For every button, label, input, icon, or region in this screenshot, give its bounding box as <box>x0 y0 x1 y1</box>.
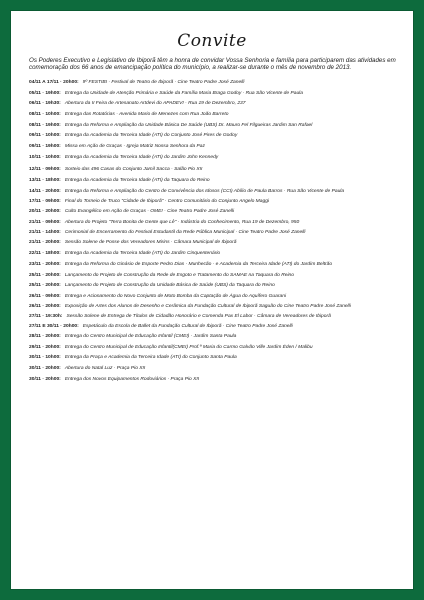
event-item <box>29 101 399 107</box>
event-description: Sessão Solene de Posse dos Vereadores Mirins · Câmara Municipal de Ibiporã <box>64 240 237 246</box>
event-item <box>29 314 399 320</box>
event-item <box>29 240 399 246</box>
event-item <box>29 262 399 268</box>
event-date: 17/11 · 09h00: <box>29 198 61 204</box>
event-item <box>29 304 399 310</box>
event-item <box>29 251 399 257</box>
event-item <box>29 366 399 372</box>
event-item <box>29 273 399 279</box>
event-date: 22/11 · 18h00: <box>29 251 61 257</box>
event-date: 27/11 E 30/11 · 20h00: <box>29 323 79 329</box>
event-description: Entrega da Academia da Terceira Idade (ATI) do Jardim Cinquentenário <box>64 251 221 257</box>
event-date: 29/11 · 20h00: <box>29 345 61 351</box>
event-date: 30/11 · 10h00: <box>29 355 61 361</box>
event-description: Cerimonial de Encerramento do Festival Estudantil da Rede Pública Municipal · Cine Teatro Padre José Zanelli <box>64 230 306 236</box>
event-date: 30/11 · 20h00: <box>29 366 61 372</box>
event-description: Exposição de Artes dos Alunos de Desenho e Cerâmica da Fundação Cultural de Ibiporã Saguão do Cine Teatro Padre José Zanelli <box>64 303 351 309</box>
event-date: 28/11 · 20h00: <box>29 334 61 340</box>
event-description: Lançamento do Projeto de Construção da Rede de Esgoto e Tratamento do SAMAE na Taquara do Reino <box>64 272 295 278</box>
event-item <box>29 144 399 150</box>
event-list <box>29 80 399 384</box>
event-item <box>29 91 399 97</box>
event-item <box>29 345 399 351</box>
event-description: Entrega da Praça e Academia da Terceira Idade (ATI) do Conjunto Santa Paula <box>64 355 237 361</box>
event-description: 9º FESTIBI · Festival de Teatro de Ibiporã · Cine Teatro Padre José Zanelli <box>82 79 245 85</box>
event-item <box>29 283 399 289</box>
event-date: 04/11 A 17/11 · 20h00: <box>29 79 79 85</box>
event-item <box>29 294 399 300</box>
event-item <box>29 189 399 195</box>
event-item <box>29 377 399 383</box>
event-item <box>29 230 399 236</box>
event-description: Abertura do Projeto "Terra Bonita de Gente que Lê" · Indústria do Conhecimento, Rua 19 de Dezembro, 950 <box>64 220 300 226</box>
event-description: Sessão Solene de Entrega de Títulos de Cidadão Honorário e Comenda Pax El Labor · Câmara de Vereadores de Ibiporã <box>66 313 331 319</box>
event-description: Lançamento do Projeto de Construção da Unidade Básica de Saúde (UBS) da Taquara do Reino <box>64 282 275 288</box>
invitation-intro: Os Poderes Executivo e Legislativo de Ibiporã têm a honra de convidar Vossa Senhoria e família para participarem das atividades em comemoração dos 66 anos de emancipação política do município, a realizar-se durante o mês de novembro de 2013. <box>29 57 396 72</box>
event-date: 23/11 · 20h00: <box>29 262 61 268</box>
event-description: Sorteio das 496 Casas do Conjunto Jamil Sacca · Salão Pio XII <box>64 166 203 172</box>
invitation-card <box>10 10 414 590</box>
event-item <box>29 209 399 215</box>
event-item <box>29 199 399 205</box>
event-description: Final do Torneio de Truco "Cidade de Ibiporã" · Centro Comunitário do Conjunto Angelo Maggi <box>64 198 270 204</box>
event-item <box>29 155 399 161</box>
event-description: Entrega da Academia da Terceira Idade (ATI) da Taquara do Reino <box>64 177 210 183</box>
event-date: 14/11 · 20h00: <box>29 188 61 194</box>
event-description: Entrega das Rotatórias · Avenida Mario de Menezes com Rua João Barreto <box>64 112 229 118</box>
event-description: Entrega dos Novos Equipamentos Rodoviários · Praça Pio XII <box>64 377 200 383</box>
event-description: Entrega da Academia da Terceira Idade (ATI) do Jardim John Kennedy <box>64 155 219 161</box>
event-item <box>29 133 399 139</box>
event-date: 08/11 · 19h00: <box>29 123 61 129</box>
event-item <box>29 220 399 226</box>
event-item <box>29 324 399 330</box>
invitation-title: Convite <box>177 31 247 51</box>
event-item <box>29 112 399 118</box>
event-date: 12/11 · 09h00: <box>29 166 61 172</box>
event-date: 10/11 · 10h00: <box>29 155 61 161</box>
event-item <box>29 167 399 173</box>
event-description: Culto Evangélico em Ação de Graças · OMEI · Cine Teatro Padre José Zanelli <box>64 208 235 214</box>
event-date: 27/11 · 19:30h: <box>29 313 63 319</box>
event-description: Entrega e Acionamento do Novo Conjunto de Moto Bomba da Captação de Água do Aquífero Guarani <box>64 293 287 299</box>
event-date: 05/11 · 19h00: <box>29 90 61 96</box>
event-date: 21/11 · 14h00: <box>29 230 61 236</box>
event-description: Abertura do Natal Luz · Praça Pio XII <box>64 366 146 372</box>
event-description: Entrega da Academia da Terceira Idade (ATI) do Conjunto José Pires de Godoy <box>64 133 238 139</box>
event-description: Entrega do Centro Municipal de Educação Infantil(CMEI) Prof.ª Maria do Carmo Galvão Ville Jardim Éden / Malibu <box>64 345 313 351</box>
event-item <box>29 80 399 86</box>
event-description: Entrega da Reforma e Ampliação da Unidade Básica De Saúde (UBS) Dr. Mauro Fel Filgueiras Jardim San Rafael <box>64 123 313 129</box>
event-date: 25/11 · 20h00: <box>29 282 61 288</box>
event-date: 30/11 · 20h00: <box>29 377 61 383</box>
event-date: 21/11 · 09h00: <box>29 220 61 226</box>
event-description: Espetáculo da Escola de Ballet da Fundação Cultural de Ibiporã · Cine Teatro Padre José Zanelli <box>82 323 293 329</box>
event-date: 09/11 · 19h00: <box>29 144 61 150</box>
event-date: 20/11 · 20h00: <box>29 208 61 214</box>
event-item <box>29 334 399 340</box>
event-description: Entrega da Unidade de Atenção Primária e Saúde da Família Maria Braga Godoy · Rua São Vicente de Paula <box>64 90 303 96</box>
event-date: 08/11 · 10h00: <box>29 112 61 118</box>
event-date: 09/11 · 10h00: <box>29 133 61 139</box>
event-date: 13/11 · 18h00: <box>29 177 61 183</box>
event-item <box>29 123 399 129</box>
event-date: 06/11 · 19h30: <box>29 101 61 106</box>
event-date: 25/11 · 20h00: <box>29 272 61 278</box>
event-description: Entrega do Centro Municipal de Educação Infantil (CMEI) · Jardim Santa Paula <box>64 334 237 340</box>
event-description: Abertura da II Feira de Artesanato Artdevi do APADEVI · Rua 19 de Dezembro, 237 <box>64 101 246 106</box>
event-date: 26/11 · 20h00: <box>29 303 61 309</box>
event-description: Missa em Ação de Graças · Igreja Matriz Nossa Senhora da Paz <box>64 144 205 150</box>
event-item <box>29 178 399 184</box>
event-date: 21/11 · 20h00: <box>29 240 61 246</box>
event-description: Entrega da Reforma do Ginásio de Esporte Pedro Dias · Munhecão · e Academia da Terceira Idade (ATI) do Jardim Beltrão <box>64 262 333 268</box>
event-item <box>29 355 399 361</box>
event-description: Entrega da Reforma e Ampliação do Centro de Convivência dos Idosos (CCI) Abílio de Paula Barros · Rua São Vicente de Paula <box>64 188 345 194</box>
event-date: 26/11 · 09h00: <box>29 293 61 299</box>
